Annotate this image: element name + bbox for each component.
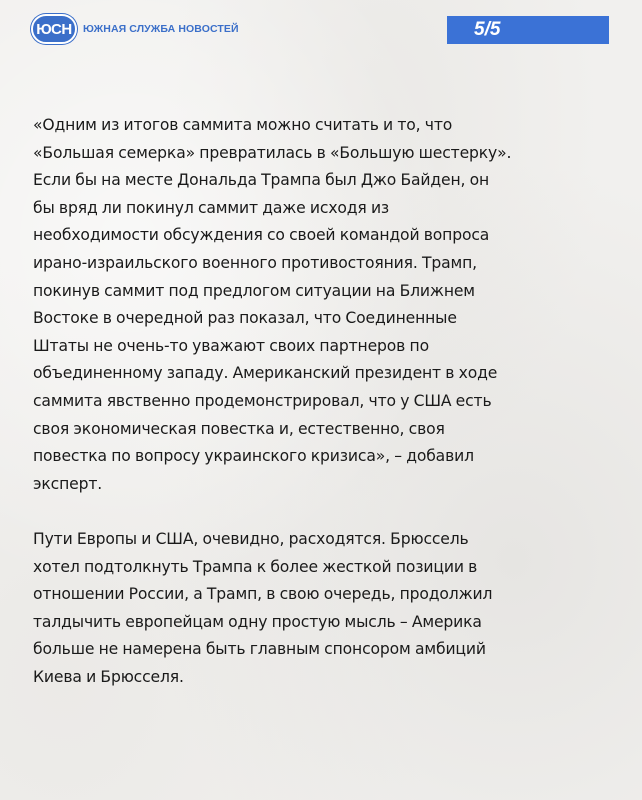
text-line: повестка по вопросу украинского кризиса», – добавил xyxy=(33,447,474,466)
text-line: Пути Европы и США, очевидно, расходятся. Брюссель xyxy=(33,529,469,548)
text-line: эксперт. xyxy=(33,474,103,493)
header xyxy=(0,0,642,64)
paragraph-2 xyxy=(33,526,608,692)
page-indicator: 5/5 xyxy=(447,16,609,44)
text-line: покинув саммит под предлогом ситуации на Ближнем xyxy=(33,281,475,300)
text-line: Штаты не очень-то уважают своих партнеров по xyxy=(33,336,429,355)
text-line: больше не намерена быть главным спонсором амбиций xyxy=(33,640,486,659)
text-line: Киева и Брюсселя. xyxy=(33,667,184,686)
paragraph-1 xyxy=(33,112,608,498)
text-line: отношении России, а Трамп, в свою очередь, продолжил xyxy=(33,585,493,604)
logo-badge: ЮСН xyxy=(31,14,77,44)
text-line: хотел подтолкнуть Трампа к более жесткой позиции в xyxy=(33,557,478,576)
text-line: ирано-израильского военного противостояния. Трамп, xyxy=(33,253,477,272)
text-line: своя экономическая повестка и, естественно, своя xyxy=(33,419,445,438)
text-line: Если бы на месте Дональда Трампа был Джо Байден, он xyxy=(33,171,490,190)
logo-text: ЮЖНАЯ СЛУЖБА НОВОСТЕЙ xyxy=(83,23,239,35)
text-line: «Одним из итогов саммита можно считать и то, что xyxy=(33,116,453,134)
article-body xyxy=(33,112,608,691)
text-line: саммита явственно продемонстрировал, что у США есть xyxy=(33,391,492,410)
text-line: бы вряд ли покинул саммит даже исходя из xyxy=(33,198,390,217)
brand-logo[interactable] xyxy=(31,14,239,44)
text-line: Востоке в очередной раз показал, что Соединенные xyxy=(33,309,457,328)
text-line: необходимости обсуждения со своей командой вопроса xyxy=(33,226,490,245)
text-line: объединенному западу. Американский президент в ходе xyxy=(33,364,498,383)
text-line: талдычить европейцам одну простую мысль – Америка xyxy=(33,612,482,631)
text-line: «Большая семерка» превратилась в «Большую шестерку». xyxy=(33,143,512,162)
